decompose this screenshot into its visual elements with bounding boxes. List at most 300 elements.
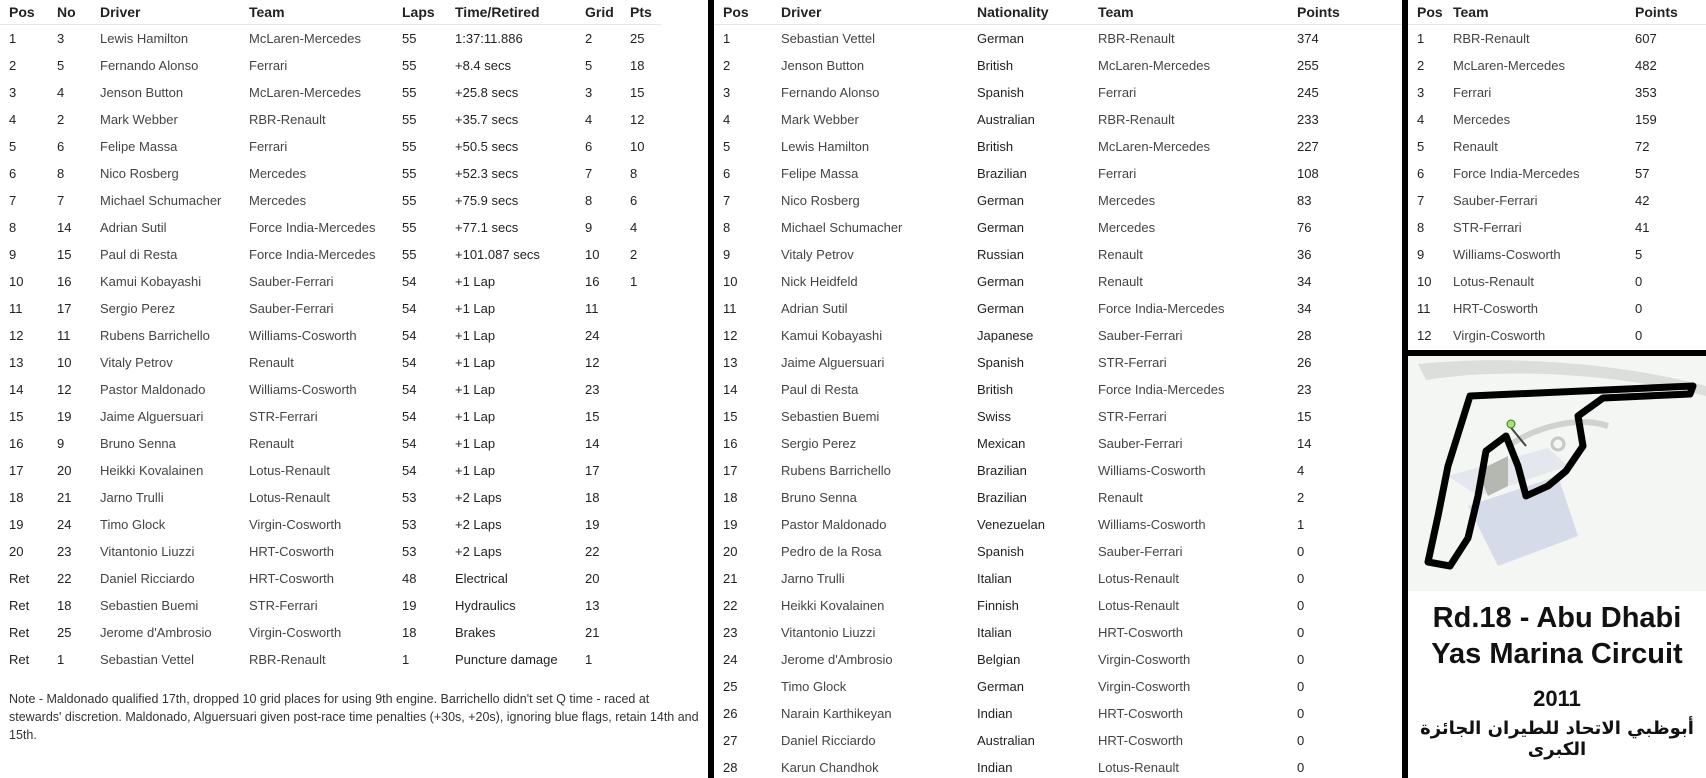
table-cell: 11 bbox=[576, 295, 621, 322]
table-cell: 10 bbox=[723, 274, 738, 289]
table-row bbox=[1408, 160, 1706, 187]
column-header: Nationality bbox=[968, 0, 1089, 25]
table-cell bbox=[621, 484, 661, 511]
table-cell bbox=[621, 403, 661, 430]
table-row bbox=[0, 79, 661, 106]
table-cell: Mercedes bbox=[240, 187, 393, 214]
table-cell: Williams-Cosworth bbox=[249, 328, 357, 343]
table-cell: 607 bbox=[1626, 25, 1706, 53]
table-cell: Paul di Resta bbox=[781, 382, 859, 397]
table-cell: Michael Schumacher bbox=[91, 187, 240, 214]
table-cell: 21 bbox=[714, 565, 772, 592]
table-cell: 4 bbox=[1288, 457, 1402, 484]
table-cell: 1 bbox=[0, 25, 48, 53]
table-cell: Sauber-Ferrari bbox=[1098, 436, 1183, 451]
table-row bbox=[0, 295, 661, 322]
table-cell: +1 Lap bbox=[446, 403, 576, 430]
table-cell: 1 bbox=[1408, 25, 1444, 53]
table-cell: 55 bbox=[402, 220, 417, 235]
table-cell: Ret bbox=[9, 598, 30, 613]
table-cell: +1 Lap bbox=[446, 349, 576, 376]
table-cell: Pastor Maldonado bbox=[100, 382, 206, 397]
table-cell: 12 bbox=[723, 328, 738, 343]
table-row bbox=[1408, 295, 1706, 322]
table-cell: 83 bbox=[1288, 187, 1402, 214]
table-cell: Ferrari bbox=[1098, 166, 1137, 181]
race-results-panel bbox=[0, 0, 708, 778]
table-cell: +2 Laps bbox=[446, 511, 576, 538]
table-cell: 10 bbox=[9, 274, 24, 289]
table-cell: 55 bbox=[393, 133, 446, 160]
table-cell: Sauber-Ferrari bbox=[240, 295, 393, 322]
table-cell: 18 bbox=[57, 598, 72, 613]
table-cell: Sauber-Ferrari bbox=[1098, 544, 1183, 559]
table-row bbox=[0, 511, 661, 538]
table-cell: 6 bbox=[621, 187, 661, 214]
table-cell: Williams-Cosworth bbox=[1089, 511, 1288, 538]
table-cell: 7 bbox=[48, 187, 91, 214]
constructor-standings-body bbox=[1408, 25, 1706, 350]
table-cell: German bbox=[968, 295, 1089, 322]
table-cell: Force India-Mercedes bbox=[1089, 295, 1288, 322]
table-cell: Felipe Massa bbox=[781, 166, 859, 181]
table-cell: 25 bbox=[621, 25, 661, 53]
table-cell: +2 Laps bbox=[455, 490, 502, 505]
race-note: Note - Maldonado qualified 17th, dropped 10 grid places for using 9th engine. Barrichello didn't set Q time - raced at stewards' discretion. Maldonado, Alguersuari given post-race time penalties (+30s, +20s), ignoring blue flags, retain 14th and 15th. bbox=[9, 692, 699, 742]
table-cell: 5 bbox=[57, 58, 65, 73]
table-cell: 55 bbox=[393, 79, 446, 106]
table-cell: RBR-Renault bbox=[249, 652, 326, 667]
table-cell: British bbox=[977, 382, 1014, 397]
table-cell: Swiss bbox=[968, 403, 1089, 430]
table-cell: 20 bbox=[48, 457, 91, 484]
table-cell: 16 bbox=[585, 274, 600, 289]
table-cell: Puncture damage bbox=[455, 652, 558, 667]
table-cell: Renault bbox=[1089, 241, 1288, 268]
table-cell: 15 bbox=[48, 241, 91, 268]
table-cell: 1 bbox=[630, 274, 638, 289]
table-cell: STR-Ferrari bbox=[1453, 220, 1522, 235]
table-cell: 22 bbox=[48, 565, 91, 592]
table-cell: Mercedes bbox=[1453, 112, 1511, 127]
table-cell: 1 bbox=[402, 652, 410, 667]
table-cell: 22 bbox=[585, 544, 600, 559]
table-cell: STR-Ferrari bbox=[249, 598, 318, 613]
table-cell: 23 bbox=[1297, 382, 1312, 397]
table-row bbox=[0, 484, 661, 511]
table-cell: Australian bbox=[977, 112, 1035, 127]
table-row bbox=[1408, 25, 1706, 53]
table-cell: Venezuelan bbox=[968, 511, 1089, 538]
table-cell: 41 bbox=[1635, 220, 1650, 235]
table-cell: Force India-Mercedes bbox=[249, 220, 376, 235]
table-cell: 24 bbox=[585, 328, 600, 343]
table-cell: 0 bbox=[1297, 544, 1305, 559]
table-cell: Rubens Barrichello bbox=[772, 457, 968, 484]
table-cell: 28 bbox=[723, 760, 738, 775]
table-cell: Lewis Hamilton bbox=[91, 25, 240, 53]
table-cell: 21 bbox=[576, 619, 621, 646]
table-row bbox=[0, 646, 661, 673]
table-cell: 19 bbox=[576, 511, 621, 538]
table-cell: +101.087 secs bbox=[446, 241, 576, 268]
table-cell: 10 bbox=[576, 241, 621, 268]
table-cell: HRT-Cosworth bbox=[1098, 706, 1184, 721]
table-cell: 2 bbox=[1297, 490, 1305, 505]
table-cell: 12 bbox=[1417, 328, 1432, 343]
table-cell: 15 bbox=[1288, 403, 1402, 430]
table-row bbox=[1408, 187, 1706, 214]
table-cell: Adrian Sutil bbox=[772, 295, 968, 322]
table-cell: 5 bbox=[1408, 133, 1444, 160]
table-cell: German bbox=[977, 274, 1024, 289]
table-cell: Lotus-Renault bbox=[1453, 274, 1534, 289]
table-cell: 4 bbox=[723, 112, 731, 127]
table-cell: 9 bbox=[1408, 241, 1444, 268]
column-header: Pos bbox=[0, 0, 48, 25]
table-cell: Mark Webber bbox=[100, 112, 178, 127]
table-cell: Virgin-Cosworth bbox=[240, 511, 393, 538]
table-cell: 6 bbox=[576, 133, 621, 160]
constructor-standings-table bbox=[1408, 0, 1706, 349]
table-cell: 3 bbox=[0, 79, 48, 106]
table-cell: British bbox=[977, 58, 1014, 73]
table-cell: 10 bbox=[48, 349, 91, 376]
table-cell: Ferrari bbox=[249, 58, 288, 73]
column-header: Time/Retired bbox=[446, 0, 576, 25]
driver-standings-header bbox=[714, 0, 1402, 25]
table-row bbox=[714, 106, 1402, 133]
column-header: Pos bbox=[714, 0, 772, 25]
table-row bbox=[1408, 52, 1706, 79]
table-cell bbox=[621, 349, 661, 376]
event-info-panel bbox=[1408, 356, 1706, 778]
table-cell: 23 bbox=[57, 544, 72, 559]
table-cell: 15 bbox=[714, 403, 772, 430]
table-cell: 18 bbox=[723, 490, 738, 505]
table-cell: Bruno Senna bbox=[100, 436, 176, 451]
table-cell: 55 bbox=[402, 166, 417, 181]
table-cell: 28 bbox=[1297, 328, 1312, 343]
table-cell: 6 bbox=[9, 166, 17, 181]
table-cell: 9 bbox=[57, 436, 65, 451]
table-cell: RBR-Renault bbox=[1089, 25, 1288, 53]
table-cell: 9 bbox=[714, 241, 772, 268]
table-cell: 6 bbox=[48, 133, 91, 160]
table-cell: McLaren-Mercedes bbox=[240, 25, 393, 53]
table-row bbox=[714, 646, 1402, 673]
table-cell: 11 bbox=[57, 328, 71, 343]
column-header: Pos bbox=[1408, 0, 1444, 25]
table-cell: 21 bbox=[57, 490, 72, 505]
table-cell: 4 bbox=[1417, 112, 1425, 127]
table-cell: 227 bbox=[1288, 133, 1402, 160]
table-row bbox=[0, 268, 661, 295]
table-cell: Vitaly Petrov bbox=[91, 349, 240, 376]
table-cell: Jenson Button bbox=[91, 79, 240, 106]
table-cell: German bbox=[968, 187, 1089, 214]
table-cell: 53 bbox=[402, 544, 417, 559]
table-row bbox=[714, 754, 1402, 778]
table-cell: +52.3 secs bbox=[455, 166, 519, 181]
table-cell: Williams-Cosworth bbox=[1089, 457, 1288, 484]
table-cell: 8 bbox=[1417, 220, 1425, 235]
table-row bbox=[0, 241, 661, 268]
table-cell: Fernando Alonso bbox=[100, 58, 199, 73]
table-cell: Ret bbox=[0, 619, 48, 646]
table-cell: 54 bbox=[393, 403, 446, 430]
table-row bbox=[714, 619, 1402, 646]
table-cell bbox=[621, 511, 661, 538]
table-cell: Daniel Ricciardo bbox=[91, 565, 240, 592]
table-cell: 7 bbox=[0, 187, 48, 214]
table-cell: 25 bbox=[48, 619, 91, 646]
table-cell: 19 bbox=[0, 511, 48, 538]
table-cell: Kamui Kobayashi bbox=[100, 274, 202, 289]
table-cell: 19 bbox=[48, 403, 91, 430]
table-cell: 9 bbox=[0, 241, 48, 268]
table-cell: 55 bbox=[402, 112, 417, 127]
table-cell: Indian bbox=[977, 706, 1013, 721]
table-row bbox=[714, 79, 1402, 106]
table-row bbox=[714, 349, 1402, 376]
table-row bbox=[0, 133, 661, 160]
table-row bbox=[714, 700, 1402, 727]
table-cell: Brazilian bbox=[977, 490, 1027, 505]
table-row bbox=[714, 457, 1402, 484]
table-cell: 8 bbox=[576, 187, 621, 214]
table-cell: +1 Lap bbox=[446, 457, 576, 484]
circuit-map-icon bbox=[1408, 356, 1706, 591]
table-cell bbox=[621, 457, 661, 484]
column-header: Points bbox=[1626, 0, 1706, 25]
table-cell: HRT-Cosworth bbox=[1089, 727, 1288, 754]
table-cell: 0 bbox=[1288, 673, 1402, 700]
table-cell: 53 bbox=[393, 511, 446, 538]
table-cell: +35.7 secs bbox=[455, 112, 519, 127]
table-cell: HRT-Cosworth bbox=[249, 544, 335, 559]
table-cell: Sauber-Ferrari bbox=[249, 274, 334, 289]
table-cell: 4 bbox=[48, 79, 91, 106]
table-cell: Felipe Massa bbox=[91, 133, 240, 160]
table-cell: 8 bbox=[630, 166, 638, 181]
table-row bbox=[0, 430, 661, 457]
table-cell: Sebastien Buemi bbox=[772, 403, 968, 430]
table-cell: Force India-Mercedes bbox=[1453, 166, 1580, 181]
table-cell: Renault bbox=[1098, 490, 1143, 505]
table-cell: Heikki Kovalainen bbox=[781, 598, 885, 613]
table-cell: Adrian Sutil bbox=[100, 220, 167, 235]
table-cell: Renault bbox=[1098, 274, 1143, 289]
event-year: 2011 bbox=[1533, 686, 1581, 711]
column-header: Team bbox=[240, 0, 393, 25]
table-cell bbox=[621, 295, 661, 322]
table-cell: 1 bbox=[585, 652, 593, 667]
table-cell: 233 bbox=[1297, 112, 1319, 127]
race-results-header bbox=[0, 0, 661, 25]
table-row bbox=[1408, 79, 1706, 106]
table-cell: McLaren-Mercedes bbox=[1453, 58, 1565, 73]
table-cell: +2 Laps bbox=[455, 544, 502, 559]
table-cell bbox=[621, 619, 661, 646]
table-cell: +1 Lap bbox=[455, 328, 496, 343]
table-cell: 13 bbox=[714, 349, 772, 376]
table-cell: Sebastien Buemi bbox=[100, 598, 199, 613]
table-cell: Timo Glock bbox=[772, 673, 968, 700]
table-cell bbox=[621, 538, 661, 565]
table-cell: 54 bbox=[402, 274, 417, 289]
table-cell: 1:37:11.886 bbox=[446, 25, 576, 53]
table-cell: Nico Rosberg bbox=[100, 166, 179, 181]
table-cell: 54 bbox=[402, 328, 417, 343]
table-cell: Kamui Kobayashi bbox=[781, 328, 883, 343]
table-cell: Brakes bbox=[446, 619, 576, 646]
table-cell: 53 bbox=[402, 490, 417, 505]
table-cell: McLaren-Mercedes bbox=[1098, 58, 1210, 73]
table-cell: Ferrari bbox=[1089, 79, 1288, 106]
table-cell: +75.9 secs bbox=[446, 187, 576, 214]
table-cell: Jerome d'Ambrosio bbox=[91, 619, 240, 646]
table-cell: +8.4 secs bbox=[455, 58, 512, 73]
table-cell: Hydraulics bbox=[455, 598, 516, 613]
table-cell: Heikki Kovalainen bbox=[91, 457, 240, 484]
table-cell: 0 bbox=[1297, 598, 1305, 613]
table-cell: 17 bbox=[714, 457, 772, 484]
table-row bbox=[714, 565, 1402, 592]
table-cell: HRT-Cosworth bbox=[1089, 619, 1288, 646]
table-cell bbox=[621, 376, 661, 403]
table-row bbox=[714, 403, 1402, 430]
table-row bbox=[714, 295, 1402, 322]
table-cell: Italian bbox=[968, 619, 1089, 646]
table-cell: 482 bbox=[1635, 58, 1657, 73]
table-cell: Karun Chandhok bbox=[781, 760, 879, 775]
table-cell: 18 bbox=[393, 619, 446, 646]
table-cell: 15 bbox=[621, 79, 661, 106]
table-row bbox=[714, 133, 1402, 160]
table-cell: 10 bbox=[621, 133, 661, 160]
table-row bbox=[714, 322, 1402, 349]
table-cell: 12 bbox=[630, 112, 645, 127]
table-row bbox=[0, 538, 661, 565]
race-results-body bbox=[0, 25, 661, 674]
table-row bbox=[0, 457, 661, 484]
table-cell: 16 bbox=[9, 436, 24, 451]
table-cell: 55 bbox=[402, 58, 417, 73]
table-cell: 34 bbox=[1297, 274, 1312, 289]
table-cell bbox=[621, 646, 661, 673]
table-cell: Narain Karthikeyan bbox=[781, 706, 892, 721]
table-cell: 0 bbox=[1288, 727, 1402, 754]
table-row bbox=[0, 592, 661, 619]
table-cell: Jarno Trulli bbox=[772, 565, 968, 592]
table-cell: Italian bbox=[968, 565, 1089, 592]
table-row bbox=[714, 214, 1402, 241]
table-cell: 4 bbox=[9, 112, 17, 127]
table-row bbox=[1408, 322, 1706, 349]
table-cell: Jaime Alguersuari bbox=[91, 403, 240, 430]
table-cell: 72 bbox=[1626, 133, 1706, 160]
table-cell: 11 bbox=[0, 295, 48, 322]
table-cell: 20 bbox=[9, 544, 24, 559]
table-cell: 374 bbox=[1288, 25, 1402, 53]
table-cell: Spanish bbox=[968, 79, 1089, 106]
table-cell: Jerome d'Ambrosio bbox=[781, 652, 893, 667]
table-cell: 26 bbox=[1288, 349, 1402, 376]
table-cell: 2 bbox=[57, 112, 65, 127]
table-cell: +1 Lap bbox=[455, 436, 496, 451]
table-cell: 54 bbox=[393, 349, 446, 376]
column-header: Pts bbox=[621, 0, 661, 25]
table-cell: Japanese bbox=[977, 328, 1034, 343]
column-header: Team bbox=[1089, 0, 1288, 25]
table-cell: 54 bbox=[393, 295, 446, 322]
table-cell: 25 bbox=[714, 673, 772, 700]
table-row bbox=[0, 187, 661, 214]
table-cell: Renault bbox=[1444, 133, 1626, 160]
table-cell: Daniel Ricciardo bbox=[772, 727, 968, 754]
table-cell: 18 bbox=[630, 58, 645, 73]
table-row bbox=[0, 619, 661, 646]
table-cell: Force India-Mercedes bbox=[240, 241, 393, 268]
table-cell: 2 bbox=[723, 58, 731, 73]
table-cell: 17 bbox=[48, 295, 91, 322]
table-cell: Mark Webber bbox=[781, 112, 859, 127]
column-header: Points bbox=[1288, 0, 1402, 25]
round-label: Rd.18 - Abu Dhabi bbox=[1432, 602, 1682, 634]
table-cell: Jarno Trulli bbox=[100, 490, 164, 505]
table-cell: McLaren-Mercedes bbox=[240, 79, 393, 106]
table-cell: 14 bbox=[585, 436, 600, 451]
table-cell: RBR-Renault bbox=[1098, 112, 1175, 127]
table-cell: McLaren-Mercedes bbox=[1089, 133, 1288, 160]
table-cell: Virgin-Cosworth bbox=[1089, 673, 1288, 700]
table-cell: Spanish bbox=[968, 349, 1089, 376]
table-row bbox=[0, 52, 661, 79]
table-cell: 20 bbox=[723, 544, 738, 559]
table-cell: Nick Heidfeld bbox=[781, 274, 858, 289]
column-header: Grid bbox=[576, 0, 621, 25]
table-cell: Timo Glock bbox=[91, 511, 240, 538]
table-cell: Rubens Barrichello bbox=[100, 328, 210, 343]
table-cell: 255 bbox=[1297, 58, 1319, 73]
table-cell: Virgin-Cosworth bbox=[1098, 652, 1191, 667]
table-cell: 1 bbox=[714, 25, 772, 53]
table-cell: Michael Schumacher bbox=[781, 220, 903, 235]
table-cell: Lotus-Renault bbox=[240, 457, 393, 484]
table-cell: German bbox=[977, 220, 1024, 235]
table-row bbox=[0, 322, 661, 349]
table-cell: 159 bbox=[1635, 112, 1657, 127]
table-cell: 22 bbox=[723, 598, 738, 613]
table-row bbox=[714, 484, 1402, 511]
table-row bbox=[714, 160, 1402, 187]
table-cell: 23 bbox=[585, 382, 600, 397]
table-cell: 0 bbox=[1297, 652, 1305, 667]
table-cell: 14 bbox=[9, 382, 24, 397]
table-cell: Pedro de la Rosa bbox=[781, 544, 882, 559]
constructor-standings-panel bbox=[1408, 0, 1706, 350]
table-cell: Mercedes bbox=[249, 166, 307, 181]
table-cell: 2 bbox=[1417, 58, 1425, 73]
table-cell: Ret bbox=[0, 565, 48, 592]
column-header: Team bbox=[1444, 0, 1626, 25]
table-cell: Spanish bbox=[977, 544, 1024, 559]
table-cell: 11 bbox=[1408, 295, 1444, 322]
table-cell: 11 bbox=[714, 295, 772, 322]
table-cell: 17 bbox=[0, 457, 48, 484]
table-cell: Force India-Mercedes bbox=[1098, 382, 1225, 397]
